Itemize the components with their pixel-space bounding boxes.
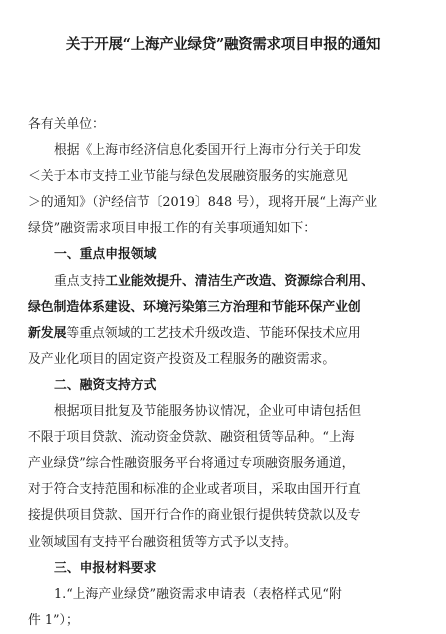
section3-item-line: 件 1”）； [28,612,79,628]
section2-line: 根据项目批复及节能服务协议情况，企业可申请包括但 [54,404,362,420]
section1-line [28,321,420,347]
section2-line: 产业绿贷”综合性融资服务平台将通过专项融资服务通道， [28,456,355,472]
section1-line [28,269,420,295]
document-body [28,112,420,634]
section-heading-financing-methods: 二、融资支持方式 [54,377,157,393]
section2-line: 接提供项目贷款、国开行合作的商业银行提供转贷款以及专 [28,508,361,524]
document-title: 关于开展“上海产业绿贷”融资需求项目申报的通知 [65,36,381,53]
section2-line: 不限于项目贷款、流动资金贷款、融资租赁等品种。“上海 [28,430,355,446]
intro-line: 绿贷”融资需求项目申报工作的有关事项通知如下： [28,221,317,237]
intro-line: ＞的通知》（沪经信节〔2019〕848 号），现将开展“上海产业 [28,195,378,211]
section1-text: 重点支持 [54,273,106,289]
salutation: 各有关单位： [28,117,105,132]
section-heading-application-materials: 三、申报材料要求 [54,560,157,576]
section1-bold-line: 绿色制造体系建设、环境污染第三方治理和节能环保产业创 [28,299,361,315]
section1-bold-text: 新发展 [28,325,67,341]
intro-line: ＜关于本市支持工业节能与绿色发展融资服务的实施意见 [28,169,348,185]
section-heading-focus-areas: 一、重点申报领域 [54,247,157,263]
section2-line: 业领域国有支持平台融资租赁等方式予以支持。 [28,534,297,550]
section2-line: 对于符合支持范围和标准的企业或者项目，采取由国开行直 [28,482,361,498]
section3-item-line: 1.“上海产业绿贷”融资需求申请表（表格样式见“附 [54,586,342,602]
section1-text: 等重点领域的工艺技术升级改造、节能环保技术应用 [66,325,361,341]
section1-bold-text: 工业能效提升、清洁生产改造、资源综合利用、 [105,273,374,289]
section1-line: 及产业化项目的固定资产投资及工程服务的融资需求。 [28,351,336,367]
intro-line: 根据《上海市经济信息化委国开行上海市分行关于印发 [54,143,362,159]
